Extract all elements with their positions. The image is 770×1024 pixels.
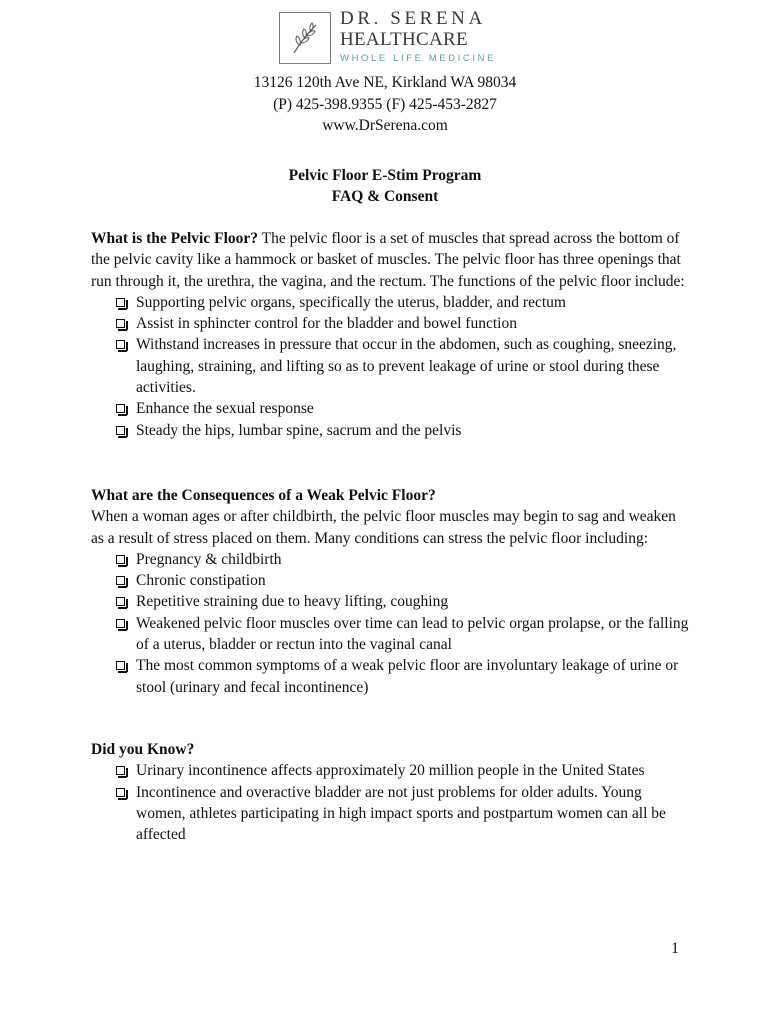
checkbox-bullet-icon: [116, 319, 125, 328]
list-item: [91, 334, 691, 398]
list-item: [91, 782, 691, 846]
section-intro: The pelvic floor is a set of muscles that spread across the bottom of the pelvic cavity like a hammock or basket of muscles. The pelvic floor has three openings that run through it, the urethra, the vagina, and the rectum. The functions of the pelvic floor include:: [91, 230, 685, 290]
condition-list: [91, 549, 691, 698]
logo-tagline: WHOLE LIFE MEDICINE: [340, 53, 497, 64]
list-item: [91, 570, 691, 591]
document-subtitle: FAQ & Consent: [331, 188, 439, 205]
list-item: [91, 292, 691, 313]
list-item-text: Urinary incontinence affects approximately 20 million people in the United States: [136, 762, 645, 780]
list-item-text: Repetitive straining due to heavy lifting, coughing: [136, 593, 449, 611]
website: www.DrSerena.com: [322, 117, 448, 134]
leaf-icon: [290, 21, 320, 55]
list-item: [91, 420, 691, 441]
section-heading: Did you Know?: [91, 741, 195, 758]
list-item: [91, 549, 691, 570]
checkbox-bullet-icon: [116, 404, 125, 413]
checkbox-bullet-icon: [116, 576, 125, 585]
checkbox-bullet-icon: [116, 597, 125, 606]
document-title: Pelvic Floor E-Stim Program: [288, 167, 482, 184]
section-paragraph: [91, 228, 691, 292]
page-number: 1: [671, 940, 679, 957]
list-item-text: The most common symptoms of a weak pelvic floor are involuntary leakage of urine or stool (urinary and fecal incontinence): [136, 657, 679, 696]
address: 13126 120th Ave NE, Kirkland WA 98034: [253, 74, 517, 91]
facts-list: [91, 760, 691, 845]
list-item: [91, 591, 691, 612]
list-item: [91, 760, 691, 781]
section-weak-pelvic-floor: [91, 485, 691, 698]
list-item: [91, 313, 691, 334]
list-item-text: Chronic constipation: [136, 572, 266, 590]
list-item-text: Weakened pelvic floor muscles over time can lead to pelvic organ prolapse, or the falling of a uterus, bladder or rectun into the vaginal canal: [136, 614, 689, 654]
checkbox-bullet-icon: [116, 766, 125, 775]
list-item: [91, 613, 691, 656]
list-item: [91, 655, 691, 698]
list-item: [91, 398, 691, 419]
checkbox-bullet-icon: [116, 619, 125, 628]
checkbox-bullet-icon: [116, 788, 125, 797]
section-heading: What are the Consequences of a Weak Pelvic Floor?: [91, 487, 436, 504]
clinic-logo: [279, 10, 499, 66]
section-intro: When a woman ages or after childbirth, the pelvic floor muscles may begin to sag and weaken as a result of stress placed on them. Many conditions can stress the pelvic floor including:: [91, 508, 676, 547]
list-item-text: Supporting pelvic organs, specifically the uterus, bladder, and rectum: [136, 293, 566, 311]
checkbox-bullet-icon: [116, 298, 125, 307]
list-item-text: Enhance the sexual response: [136, 400, 314, 418]
logo-name: DR. SERENA: [340, 8, 486, 29]
phone-numbers: (P) 425-398.9355 (F) 425-453-2827: [273, 96, 497, 113]
checkbox-bullet-icon: [116, 661, 125, 670]
section-heading: What is the Pelvic Floor?: [91, 230, 259, 247]
checkbox-bullet-icon: [116, 426, 125, 435]
section-did-you-know: [91, 739, 691, 845]
list-item-text: Assist in sphincter control for the bladder and bowel function: [136, 315, 517, 333]
logo-healthcare: HEALTHCARE: [340, 29, 468, 50]
section-pelvic-floor: [91, 228, 691, 441]
checkbox-bullet-icon: [116, 340, 125, 349]
checkbox-bullet-icon: [116, 555, 125, 564]
list-item-text: Steady the hips, lumbar spine, sacrum and the pelvis: [136, 421, 462, 439]
function-list: [91, 292, 691, 441]
list-item-text: Withstand increases in pressure that occur in the abdomen, such as coughing, sneezing, laughing, straining, and lifting so as to prevent leakage of urine or stool during these activities.: [136, 336, 677, 397]
list-item-text: Incontinence and overactive bladder are not just problems for older adults. Young women, athletes participating in high impact sports and postpartum women can all be affected: [136, 783, 666, 844]
logo-box: [279, 12, 331, 64]
list-item-text: Pregnancy & childbirth: [136, 550, 282, 568]
